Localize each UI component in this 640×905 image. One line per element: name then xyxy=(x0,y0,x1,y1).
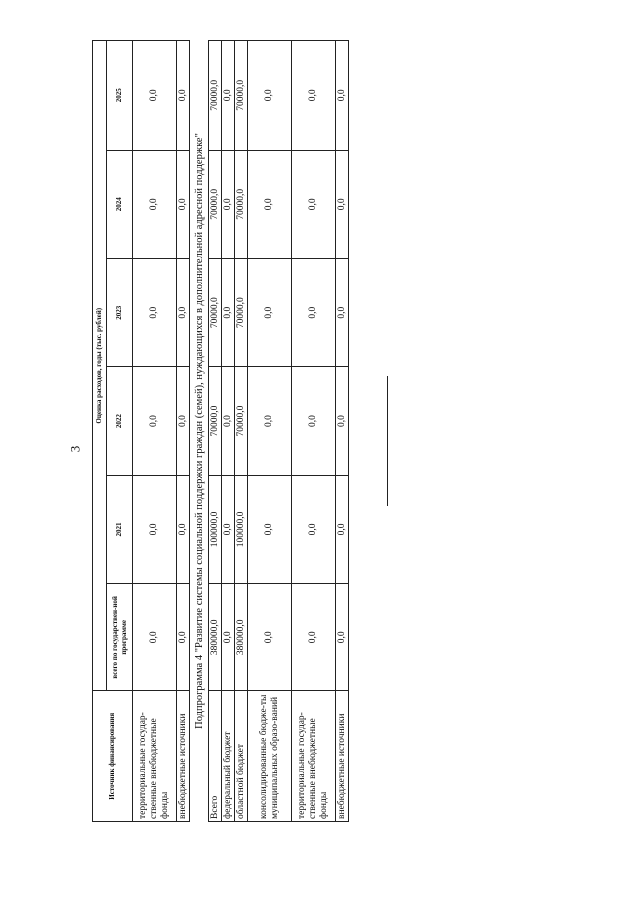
row-value: 0,0 xyxy=(177,367,190,475)
row-value: 0,0 xyxy=(133,150,177,258)
header-year: 2022 xyxy=(107,367,133,475)
row-value: 0,0 xyxy=(248,367,292,475)
table-row xyxy=(336,41,349,822)
row-value: 0,0 xyxy=(222,475,235,583)
signature-line xyxy=(387,376,388,506)
row-value: 0,0 xyxy=(336,475,349,583)
row-value: 0,0 xyxy=(292,150,336,258)
row-source: областной бюджет xyxy=(235,691,248,822)
row-value: 0,0 xyxy=(222,150,235,258)
row-value: 0,0 xyxy=(177,475,190,583)
header-year: 2023 xyxy=(107,258,133,366)
header-group: Оценка расходов, годы (тыс. рублей) xyxy=(93,41,107,692)
table-row xyxy=(292,41,336,822)
header-total: всего по государствен-ной программе xyxy=(107,584,133,691)
funding-table xyxy=(92,40,349,822)
row-value: 0,0 xyxy=(292,475,336,583)
table-row xyxy=(177,41,190,822)
row-total: 380000,0 xyxy=(235,584,248,691)
row-value: 70000,0 xyxy=(209,258,222,366)
table-row xyxy=(235,41,248,822)
row-value: 100000,0 xyxy=(235,475,248,583)
row-value: 70000,0 xyxy=(209,150,222,258)
row-total: 0,0 xyxy=(133,584,177,691)
row-source: консолидированные бюдже-ты муниципальных образо-ваний xyxy=(248,691,292,822)
row-value: 0,0 xyxy=(336,150,349,258)
table-row xyxy=(222,41,235,822)
row-value: 0,0 xyxy=(133,258,177,366)
row-source: территориальные государ-ственные внебюджетные фонды xyxy=(292,691,336,822)
table-row xyxy=(209,41,222,822)
header-year: 2025 xyxy=(107,41,133,151)
row-value: 0,0 xyxy=(248,258,292,366)
row-value: 0,0 xyxy=(292,367,336,475)
row-value: 0,0 xyxy=(222,367,235,475)
subprogram-title: Подпрограмма 4 "Развитие системы социальной поддержки граждан (семей), нуждающихся в дополнительной адресной поддержке" xyxy=(190,41,209,822)
row-value: 70000,0 xyxy=(235,258,248,366)
row-value: 0,0 xyxy=(336,41,349,151)
row-total: 0,0 xyxy=(292,584,336,691)
row-value: 0,0 xyxy=(133,475,177,583)
row-source: Всего xyxy=(209,691,222,822)
row-total: 0,0 xyxy=(222,584,235,691)
row-total: 0,0 xyxy=(336,584,349,691)
table-row xyxy=(133,41,177,822)
row-value: 0,0 xyxy=(133,41,177,151)
row-value: 70000,0 xyxy=(235,41,248,151)
subprogram-row xyxy=(190,41,209,822)
row-value: 0,0 xyxy=(177,258,190,366)
row-value: 70000,0 xyxy=(209,367,222,475)
header-source: Источник финансирования xyxy=(93,691,133,822)
row-source: федеральный бюджет xyxy=(222,691,235,822)
row-value: 0,0 xyxy=(248,41,292,151)
row-value: 0,0 xyxy=(222,41,235,151)
row-total: 0,0 xyxy=(177,584,190,691)
row-value: 0,0 xyxy=(222,258,235,366)
row-value: 0,0 xyxy=(292,41,336,151)
row-source: территориальные государ-ственные внебюджетные фонды xyxy=(133,691,177,822)
row-value: 0,0 xyxy=(177,150,190,258)
row-value: 0,0 xyxy=(248,475,292,583)
header-year: 2021 xyxy=(107,475,133,583)
row-value: 70000,0 xyxy=(235,367,248,475)
row-source: внебюджетные источники xyxy=(336,691,349,822)
row-source: внебюджетные источники xyxy=(177,691,190,822)
rotated-table-container xyxy=(92,40,357,822)
page-number: 3 xyxy=(67,445,83,453)
row-value: 0,0 xyxy=(336,258,349,366)
row-value: 0,0 xyxy=(248,150,292,258)
row-value: 0,0 xyxy=(133,367,177,475)
row-value: 70000,0 xyxy=(235,150,248,258)
row-value: 100000,0 xyxy=(209,475,222,583)
header-year: 2024 xyxy=(107,150,133,258)
row-value: 0,0 xyxy=(336,367,349,475)
table-row xyxy=(248,41,292,822)
row-value: 70000,0 xyxy=(209,41,222,151)
row-value: 0,0 xyxy=(292,258,336,366)
row-total: 380000,0 xyxy=(209,584,222,691)
row-total: 0,0 xyxy=(248,584,292,691)
row-value: 0,0 xyxy=(177,41,190,151)
